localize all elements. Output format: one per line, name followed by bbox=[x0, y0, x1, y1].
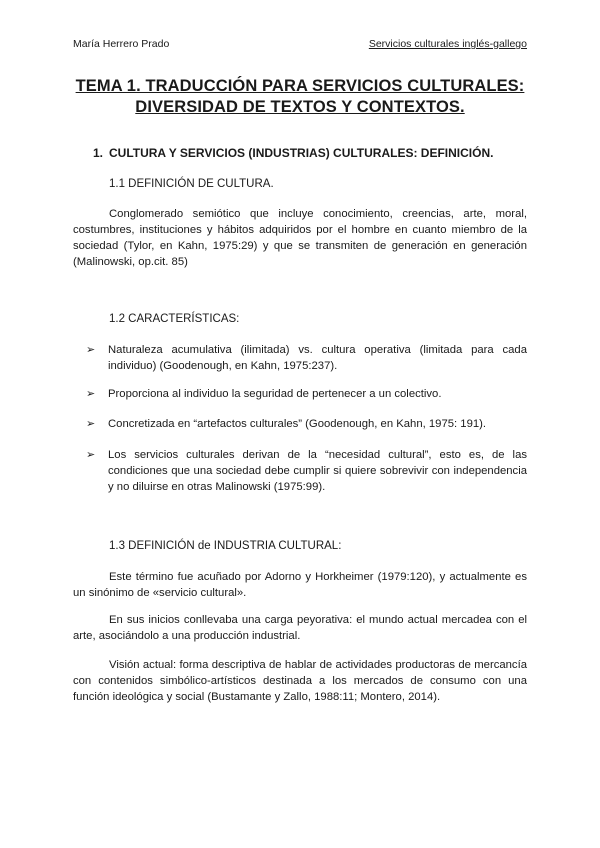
arrow-bullet-icon: ➢ bbox=[86, 418, 96, 430]
header-course: Servicios culturales inglés-gallego bbox=[368, 38, 527, 50]
title-line-2: DIVERSIDAD DE TEXTOS Y CONTEXTOS. bbox=[135, 98, 465, 116]
section-title: CULTURA Y SERVICIOS (INDUSTRIAS) CULTURALES: DEFINICIÓN. bbox=[109, 146, 494, 160]
subsection-1-2-heading: 1.2 CARACTERÍSTICAS: bbox=[109, 313, 240, 325]
list-item bbox=[86, 386, 527, 402]
list-item bbox=[86, 342, 527, 374]
industry-paragraph: Este término fue acuñado por Adorno y Horkheimer (1979:120), y actualmente es un sinónimo de «servicio cultural». bbox=[73, 571, 527, 599]
arrow-bullet-icon: ➢ bbox=[86, 449, 96, 461]
industry-paragraph: En sus inicios conllevaba una carga peyorativa: el mundo actual mercadea con el arte, asociándolo a una producción industrial. bbox=[73, 614, 527, 642]
page-title bbox=[60, 76, 540, 118]
subsection-1-3-heading: 1.3 DEFINICIÓN de INDUSTRIA CULTURAL: bbox=[109, 540, 342, 552]
header-author: María Herrero Prado bbox=[73, 38, 170, 50]
list-item bbox=[86, 416, 527, 432]
list-item-text: Naturaleza acumulativa (ilimitada) vs. cultura operativa (limitada para cada individuo) (Goodenough, en Kahn, 1975:237). bbox=[108, 344, 527, 372]
section-heading bbox=[93, 146, 493, 160]
industry-paragraph: Visión actual: forma descriptiva de hablar de actividades productoras de mercancía con contenidos simbólico-artísticos destinada a los mercados de consumo con una función ideológica y social (Bustamante y Zallo, 1988:11; Montero, 2014). bbox=[73, 659, 527, 703]
culture-definition-paragraph: Conglomerado semiótico que incluye conocimiento, creencias, arte, moral, costumbres, instituciones y hábitos adquiridos por el hombre en cuanto miembro de la sociedad (Tylor, en Kahn, 1975:29) y que se transmiten de generación en generación (Malinowski, op.cit. 85) bbox=[73, 208, 527, 268]
arrow-bullet-icon: ➢ bbox=[86, 388, 96, 400]
list-item-text: Proporciona al individuo la seguridad de pertenecer a un colectivo. bbox=[108, 388, 442, 400]
section-number: 1. bbox=[93, 146, 104, 160]
arrow-bullet-icon: ➢ bbox=[86, 344, 96, 356]
list-item bbox=[86, 447, 527, 495]
subsection-1-1-heading: 1.1 DEFINICIÓN DE CULTURA. bbox=[109, 178, 274, 190]
title-line-1: TEMA 1. TRADUCCIÓN PARA SERVICIOS CULTURALES: bbox=[75, 77, 525, 95]
list-item-text: Los servicios culturales derivan de la “necesidad cultural”, esto es, de las condiciones que una sociedad debe cumplir si quiere sobrevivir con independencia y no diluirse en otras Malinowski (1975:99). bbox=[108, 449, 527, 493]
list-item-text: Concretizada en “artefactos culturales” (Goodenough, en Kahn, 1975: 191). bbox=[108, 418, 487, 430]
